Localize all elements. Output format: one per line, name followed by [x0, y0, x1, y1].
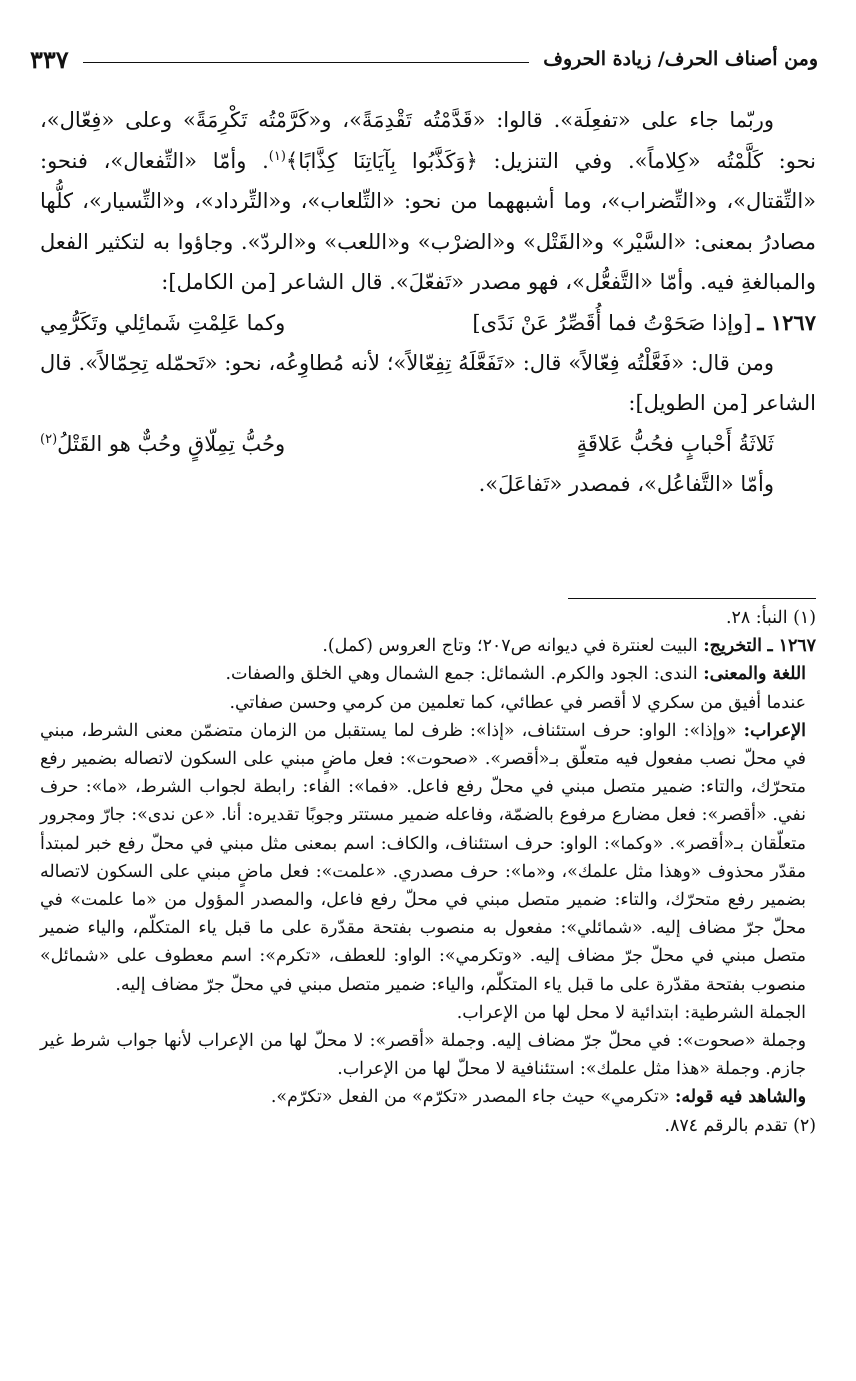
footnote-2 — [40, 1112, 816, 1140]
paragraph-3: وأمّا «التَّفاعُل»، فمصدر «تَفاعَلَ». — [478, 471, 774, 496]
takhrij-text: البيت لعنترة في ديوانه ص٢٠٧؛ وتاج العروس (كمل). — [322, 636, 698, 657]
lugha-line — [40, 660, 816, 688]
main-text — [40, 100, 816, 504]
shahid-line — [40, 1083, 816, 1111]
jumla-line-1: الجملة الشرطية: ابتدائية لا محل لها من الإعراب. — [456, 1002, 806, 1023]
footnote-1-number: (١) — [793, 608, 816, 628]
page-number: ٣٣٧ — [30, 44, 69, 74]
footnote-marker-2: (٢) — [40, 431, 58, 447]
verse-1267-first-hemistich — [472, 303, 816, 343]
verse-2-second-text: وحُبُّ تِمِلّاقٍ وحُبٌّ هو القَتْلُ — [57, 431, 286, 456]
paragraph-1 — [40, 100, 816, 303]
header-rule — [83, 62, 530, 63]
paragraph-1-continuation: . وأمّا «التِّفعال»، فنحو: «التِّقتال»، و«التِّضراب»، وما أشبههما من نحو: «التِّلعاب»، و«التِّرداد»، و«التِّسيار»، كلُّها مصادرُ بمعنى: «السَّيْر» و«القَتْل» و«الضرْب» و«اللعب» و«الردّ». وجاؤوا به لتكثير الفعل والمبالغةِ فيه. وأمّا «التَّفعُّل»، فهو مصدر «تَفعّلَ». قال الشاعر [من الكامل]: — [40, 148, 816, 294]
page-header — [30, 42, 818, 76]
irab-paragraph — [40, 717, 816, 999]
footnote-separator — [568, 598, 816, 599]
takhrij-label: التخريج: — [703, 636, 762, 657]
footnote-1267 — [40, 632, 816, 660]
shahid-label: والشاهد فيه قوله: — [675, 1087, 806, 1108]
verse-1267-first-text: [وإذا صَحَوْتُ فما أُقَصِّرُ عَنْ نَدًى] — [472, 310, 752, 335]
footnote-1 — [40, 604, 816, 632]
footnote-1267-number: ١٢٦٧ ـ — [767, 636, 816, 657]
meaning-line: عندما أفيق من سكري لا أقصر في عطائي، كما تعلمين من كرمي وحسن صفاتي. — [229, 692, 806, 713]
shahid-text: «تكرمي» حيث جاء المصدر «تكرّم» من الفعل «تكرّم». — [270, 1087, 670, 1108]
footnote-marker-1: (١) — [268, 148, 286, 164]
jumla-line-2: وجملة «صحوت»: في محلّ جرّ مضاف إليه. وجملة «أقصر»: لا محلّ لها من الإعراب لأنها جواب شرط غير جازم. وجملة «هذا مثل علمك»: استئنافية لا محلّ لها من الإعراب. — [40, 1031, 806, 1080]
lugha-text: الندى: الجود والكرم. الشمائل: جمع الشمال وهي الخلق والصفات. — [225, 664, 698, 685]
footnote-2-number: (٢) — [793, 1115, 816, 1136]
verse-2 — [40, 424, 816, 464]
paragraph-1-text: وربّما جاء على «تفعِلَة». قالوا: «قَدَّمْتُه تَقْدِمَةً»، و«كَرَّمْتُه تَكْرِمَةً» وعلى «فِعّال»، نحو: كَلَّمْتُه «كِلاماً». وفي التنزيل: ﴿وَكَذَّبُوا بِآيَاتِنَا كِذَّابًا﴾ — [40, 108, 816, 173]
verse-1267 — [40, 303, 816, 343]
verse-2-second-hemistich — [40, 424, 285, 464]
irab-text: «وإذا»: الواو: حرف استئناف، «إذا»: ظرف لما يستقبل من الزمان متضمّن معنى الشرط، مبني في محلّ نصب مفعول فيه متعلّق بـ«أقصر». «صحوت»: فعل ماضٍ مبني على السكون لاتصاله بضمير رفع متحرّك، والتاء: ضمير متصل مبني في محلّ رفع فاعل. «فما»: الفاء: رابطة لجواب الشرط، «ما»: حرف نفي. «أقصر»: فعل مضارع مرفوع بالضمّة، وفاعله ضمير مستتر وجوبًا تقديره: أنا. «عن ندى»: جارّ ومجرور متعلّقان بـ«أقصر». «وكما»: الواو: حرف استئناف، والكاف: اسم بمعنى مثل مبني في محلّ رفع خبر لمبتدأ مقدّر محذوف «وهذا مثل علمك»، و«ما»: حرف مصدري. «علمت»: فعل ماضٍ مبني على السكون لاتصاله بضمير رفع متحرّك، والتاء: ضمير متصل مبني في محلّ رفع فاعل، والمصدر المؤول من «ما علمت» في محلّ جرّ مضاف إليه. «شمائلي»: مفعول به منصوب بفتحة مقدّرة على ما قبل ياء المتكلّم، والياء ضمير متصل مبني في محلّ جرّ مضاف إليه. «وتكرمي»: الواو: للعطف، «تكرم»: اسم معطوف على «شمائل» منصوب بفتحة مقدّرة على ما قبل ياء المتكلّم، والياء: ضمير متصل مبني في محلّ جرّ مضاف إليه. — [40, 720, 806, 995]
footnote-2-text: تقدم بالرقم ٨٧٤. — [664, 1115, 788, 1136]
lugha-label: اللغة والمعنى: — [703, 664, 806, 685]
footnotes — [40, 604, 816, 1140]
footnote-1-text: النبأ: ٢٨. — [726, 608, 788, 628]
verse-1267-second-hemistich: وكما عَلِمْتِ شَمائِلي وتَكَرُّمِي — [40, 310, 286, 335]
verse-number: ١٢٦٧ ـ — [757, 309, 816, 335]
paragraph-2: ومن قال: «فَعَّلْتُه فِعّالاً» قال: «تَفَعَّلَهُ تِفِعّالاً»؛ لأنه مُطاوِعُه، نحو: «تَحمّله تِحِمّالاً». قال الشاعر [من الطويل]: — [40, 350, 816, 415]
verse-2-first-hemistich: ثَلاثَةُ أَحْبابٍ فحُبُّ عَلاقَةٍ — [576, 431, 774, 456]
irab-label: الإعراب: — [743, 720, 806, 741]
running-title: ومن أصناف الحرف/ زيادة الحروف — [543, 48, 818, 70]
